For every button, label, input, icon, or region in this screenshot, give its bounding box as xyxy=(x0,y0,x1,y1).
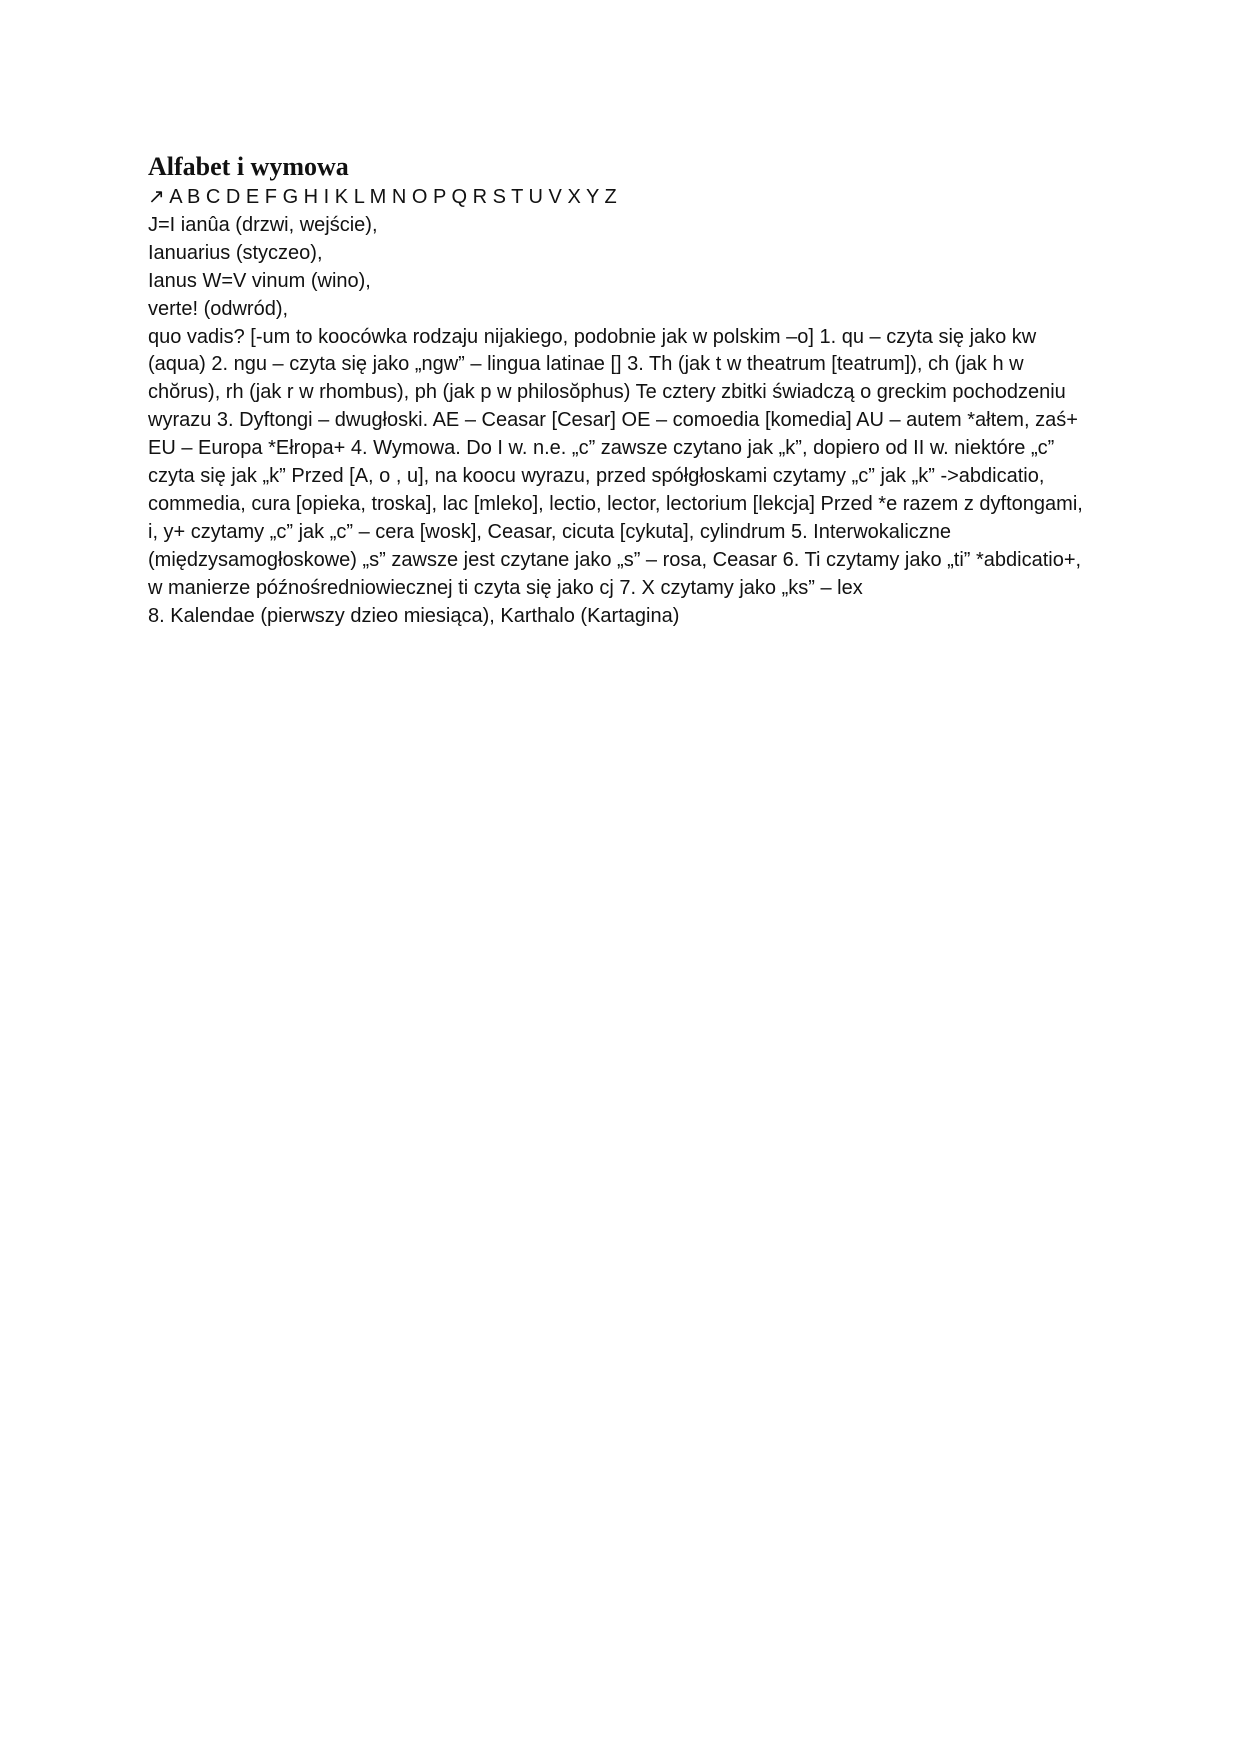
text-line-ianuarius: Ianuarius (styczeo), xyxy=(148,241,323,264)
text-line-ianus: Ianus W=V vinum (wino), xyxy=(148,269,371,292)
alphabet-line: ↗ A B C D E F G H I K L M N O P Q R S T U V X Y Z xyxy=(148,186,617,208)
text-line-kalendae: 8. Kalendae (pierwszy dzieo miesiąca), Karthalo (Kartagina) xyxy=(148,604,680,627)
text-line-j: J=I ianûa (drzwi, wejście), xyxy=(148,213,378,236)
pronunciation-rules-paragraph: quo vadis? [-um to koocówka rodzaju nijakiego, podobnie jak w polskim –o] 1. qu – czyta się jako kw (aqua) 2. ngu – czyta się jako „ngw” – lingua latinae [] 3. Th (jak t w theatrum [teatrum]), ch (jak h w chŏrus), rh (jak r w rhombus), ph (jak p w philosŏphus) Te cztery zbitki świadczą o greckim pochodzeniu wyrazu 3. Dyftongi – dwugłoski. AE – Ceasar [Cesar] OE – comoedia [komedia] AU – autem *ałtem, zaś+ EU – Europa *Ełropa+ 4. Wymowa. Do I w. n.e. „c” zawsze czytano jak „k”, dopiero od II w. niektóre „c” czyta się jak „k” Przed [A, o , u], na koocu wyrazu, przed spółgłoskami czytamy „c” jak „k” ->abdicatio, commedia, cura [opieka, troska], lac [mleko], lectio, lector, lectorium [lekcja] Przed *e razem z dyftongami, i, y+ czytamy „c” jak „c” – cera [wosk], Ceasar, cicuta [cykuta], cylindrum 5. Interwokaliczne (międzysamogłoskowe) „s” zawsze jest czytane jako „s” – rosa, Ceasar 6. Ti czytamy jako „ti” *abdicatio+, w manierze późnośredniowiecznej ti czyta się jako cj 7. X czytamy jako „ks” – lex xyxy=(148,325,1083,599)
page-title: Alfabet i wymowa xyxy=(148,152,349,181)
text-line-verte: verte! (odwród), xyxy=(148,297,289,320)
document-body xyxy=(148,150,1093,631)
